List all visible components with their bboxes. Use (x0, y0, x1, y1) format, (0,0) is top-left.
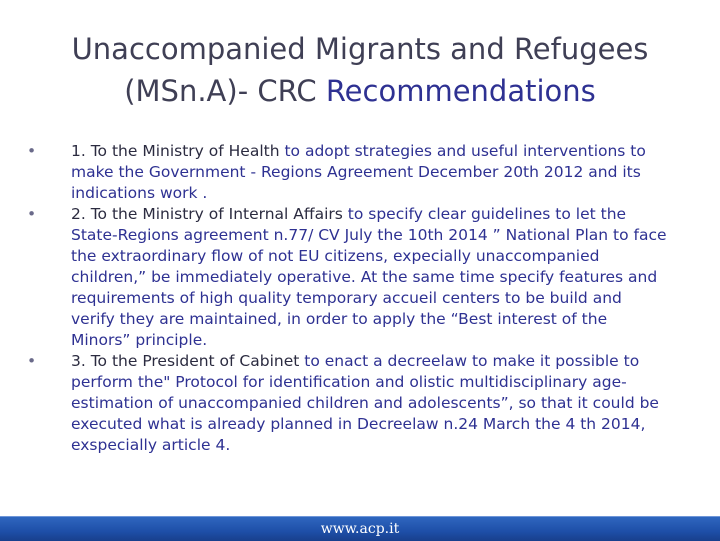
addressee: To the President of Cabinet (90, 352, 300, 370)
item-number: 1. (71, 142, 91, 160)
bullet-dot: • (27, 352, 37, 370)
recommendation-item-1 (24, 141, 670, 204)
addressee: To the Ministry of Health (90, 142, 280, 160)
recommendation-body: to specify clear guidelines to let the State-Regions agreement n.77/ CV July the 10th 2014 ” National Plan to face the extraordinary flow of not EU citizens, expecially unaccompanied children,” be immediately operative. At the same time specify features and requirements of high quality temporary accueil centers to be build and verify they are maintained, in order to apply the “Best interest of the Minors” principle. (71, 205, 667, 349)
title-line-1: Unaccompanied Migrants and Refugees (71, 32, 649, 66)
recommendation-text (71, 142, 646, 202)
bullet-dot: • (27, 205, 37, 223)
bullet-dot: • (27, 142, 37, 160)
footer-bar (0, 516, 720, 541)
footer-url[interactable]: www.acp.it (320, 521, 400, 537)
item-number: 3. (71, 352, 91, 370)
recommendation-body: to enact a decreelaw to make it possible to perform the" Protocol for identification and olistic multidisciplinary age-estimation of unaccompanied children and adolescents”, so that it could be executed what is already planned in Decreelaw n.24 March the 4 th 2014, exspecially article 4. (71, 352, 659, 454)
recommendation-item-3 (24, 351, 670, 456)
slide-title (20, 28, 700, 112)
addressee: To the Ministry of Internal Affairs (90, 205, 343, 223)
recommendation-item-2 (24, 204, 670, 351)
recommendation-body: to adopt strategies and useful interventions to make the Government - Regions Agreement December 20th 2012 and its indications work . (71, 142, 646, 202)
recommendation-text (71, 205, 667, 349)
recommendation-text (71, 352, 659, 454)
title-line-2-prefix: (MSn.A)- CRC (124, 74, 326, 108)
item-number: 2. (71, 205, 91, 223)
title-line-2-accent: Recommendations (325, 74, 596, 108)
recommendation-list (24, 141, 670, 456)
